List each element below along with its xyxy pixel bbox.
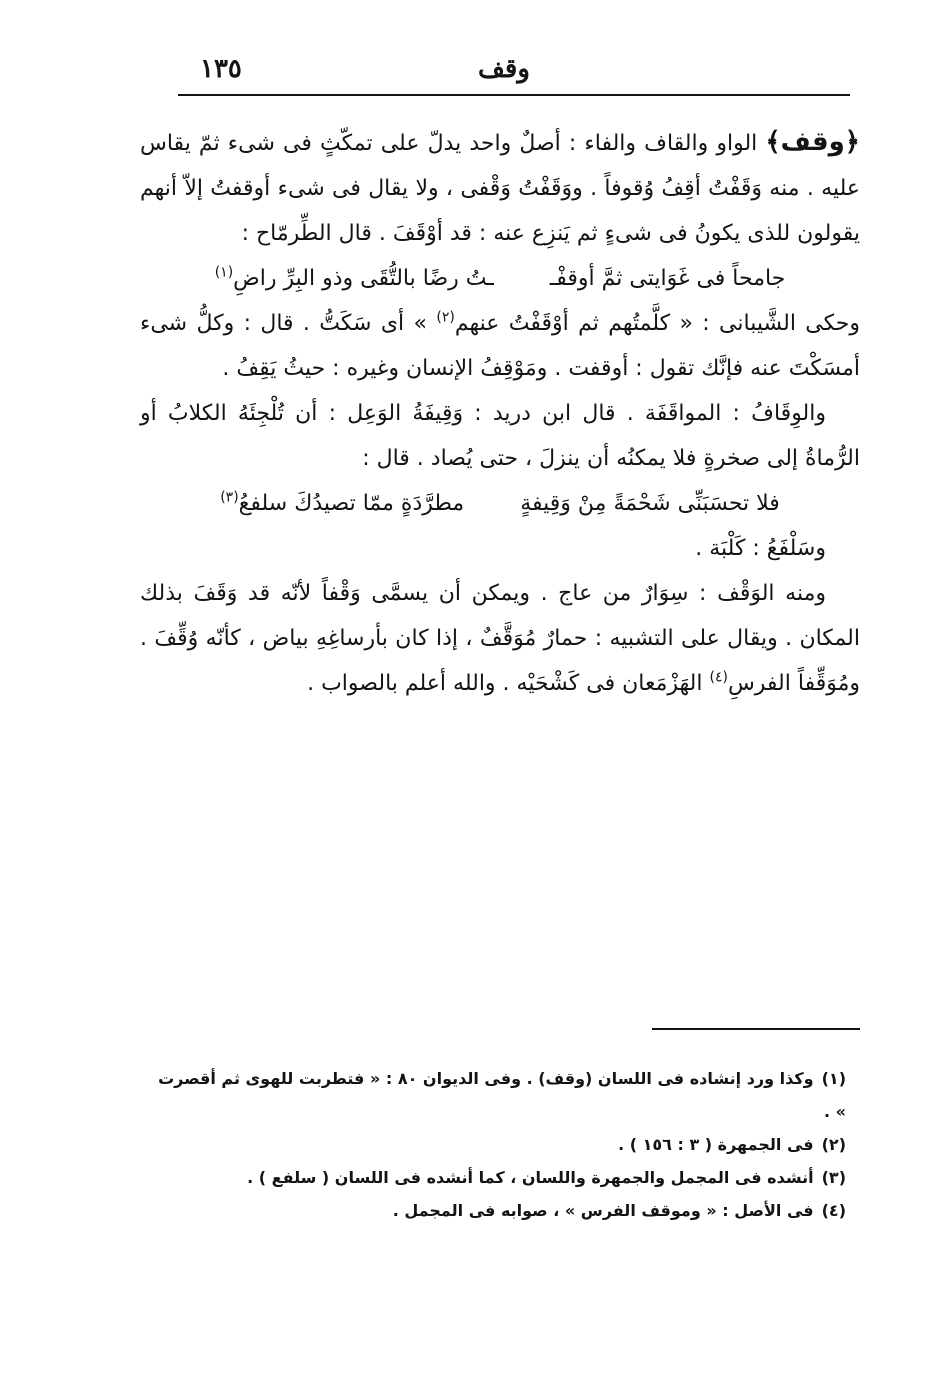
verse-1-hemistich-b	[215, 256, 494, 301]
footnote-text: فى الجمهرة ( ٣ : ١٥٦ ) .	[618, 1135, 814, 1154]
entry-text-1: الواو والقاف والفاء : أصلٌ واحد يدلّ على تمكّثٍ فى شىء ثمّ يقاس عليه . منه وَقَفْتُ أقِفُ وُقوفاً . ووَقَفْتُ وَقْفى ، ولا يقال فى شىء أوقفتُ إلاّ أنهم يقولون للذى يكونُ فى شىءٍ ثم يَنزِع عنه : قد أوْقَفَ . قال الطِّرمّاح :	[140, 131, 860, 246]
entry-text-2b: » أى سَكَتُّ . قال : وكلُّ شىء أمسَكْتَ عنه فإنَّك تقول : أوقفت . ومَوْقِفُ الإنسان وغيره : حيثُ يَقِفُ .	[140, 311, 860, 381]
footnote-rule	[652, 1028, 860, 1030]
footnote-1	[150, 1062, 846, 1128]
entry-body	[140, 120, 860, 706]
entry-paragraph-4	[140, 571, 860, 706]
footnote-ref-1: (١)	[214, 264, 234, 281]
footnote-number: (٤)	[821, 1201, 846, 1220]
footnote-text: فى الأصل : « وموقف الفرس » ، صوابه فى المجمل .	[392, 1201, 814, 1220]
header-rule	[178, 94, 850, 96]
footnote-number: (٣)	[821, 1168, 846, 1187]
verse-2-hemistich-a: فلا تحسَبَنِّى شَحْمَةً مِنْ وَقِيفةٍ	[520, 491, 780, 516]
footnotes	[150, 1062, 846, 1227]
footnote-number: (١)	[821, 1069, 846, 1088]
verse-2	[140, 481, 860, 526]
entry-text-4b: الهَزْمَعان فى كَشْحَيْه . والله أعلم بالصواب .	[307, 671, 710, 696]
gloss-line: وسَلْفَعُ : كَلْبَة .	[695, 536, 826, 561]
entry-text-4a: ومنه الوَقْف : سِوَارٌ من عاج . ويمكن أن يسمَّى وَقْفاً لأنّه قد وَقَفَ بذلك المكان . ويقال على التشبيه : حمارٌ مُوَقَّفٌ ، إذا كان بأرساغِهِ بياض ، كأنّه وُقِّفَ . ومُوَقِّفاً الفرسِ	[140, 581, 860, 696]
verse-1-hemistich-a: جامحاً فى غَوَايتى ثمَّ أوقفْـ	[549, 266, 786, 291]
verse-1	[140, 256, 860, 301]
verse-2-hemistich-b-text: مطرَّدَةٍ ممّا تصيدُكَ سلفعُ	[238, 491, 465, 516]
footnote-3	[150, 1161, 846, 1194]
entry-paragraph-3: والوِقَافُ : المواقَفَة . قال ابن دريد : وَقِيفَةُ الوَعِل : أن تُلْجِئَهُ الكلابُ أو الرُّماةُ إلى صخرةٍ فلا يمكنُه أن ينزلَ ، حتى يُصاد . قال :	[140, 401, 860, 471]
entry-paragraph-1	[140, 120, 860, 256]
verse-2-hemistich-b	[220, 481, 464, 526]
headword: ﴿وقف﴾	[765, 127, 860, 157]
footnote-text: أنشده فى المجمل والجمهرة واللسان ، كما أنشده فى اللسان ( سلفع ) .	[247, 1168, 814, 1187]
running-head: وقف	[478, 54, 530, 84]
footnote-text: وكذا ورد إنشاده فى اللسان (وقف) . وفى الديوان ٨٠ : « فتطربت للهوى ثم أقصرت » .	[158, 1069, 846, 1121]
page-header	[178, 52, 850, 92]
entry-text-2a: وحكى الشَّيبانى : « كلَّمتُهم ثم أوْقَفْتُ عنهم	[454, 311, 861, 336]
footnote-number: (٢)	[821, 1135, 846, 1154]
footnote-ref-4: (٤)	[709, 669, 728, 686]
verse-1-hemistich-b-text: ـتُ رضًا بالتُّقَى وذو البِرِّ راضِ	[233, 266, 494, 291]
entry-paragraph-2	[140, 301, 860, 391]
footnote-ref-3: (٣)	[220, 489, 239, 506]
page-number: ١٣٥	[200, 54, 242, 84]
footnote-ref-2: (٢)	[436, 309, 455, 326]
footnote-2	[150, 1128, 846, 1161]
footnote-4	[150, 1194, 846, 1227]
